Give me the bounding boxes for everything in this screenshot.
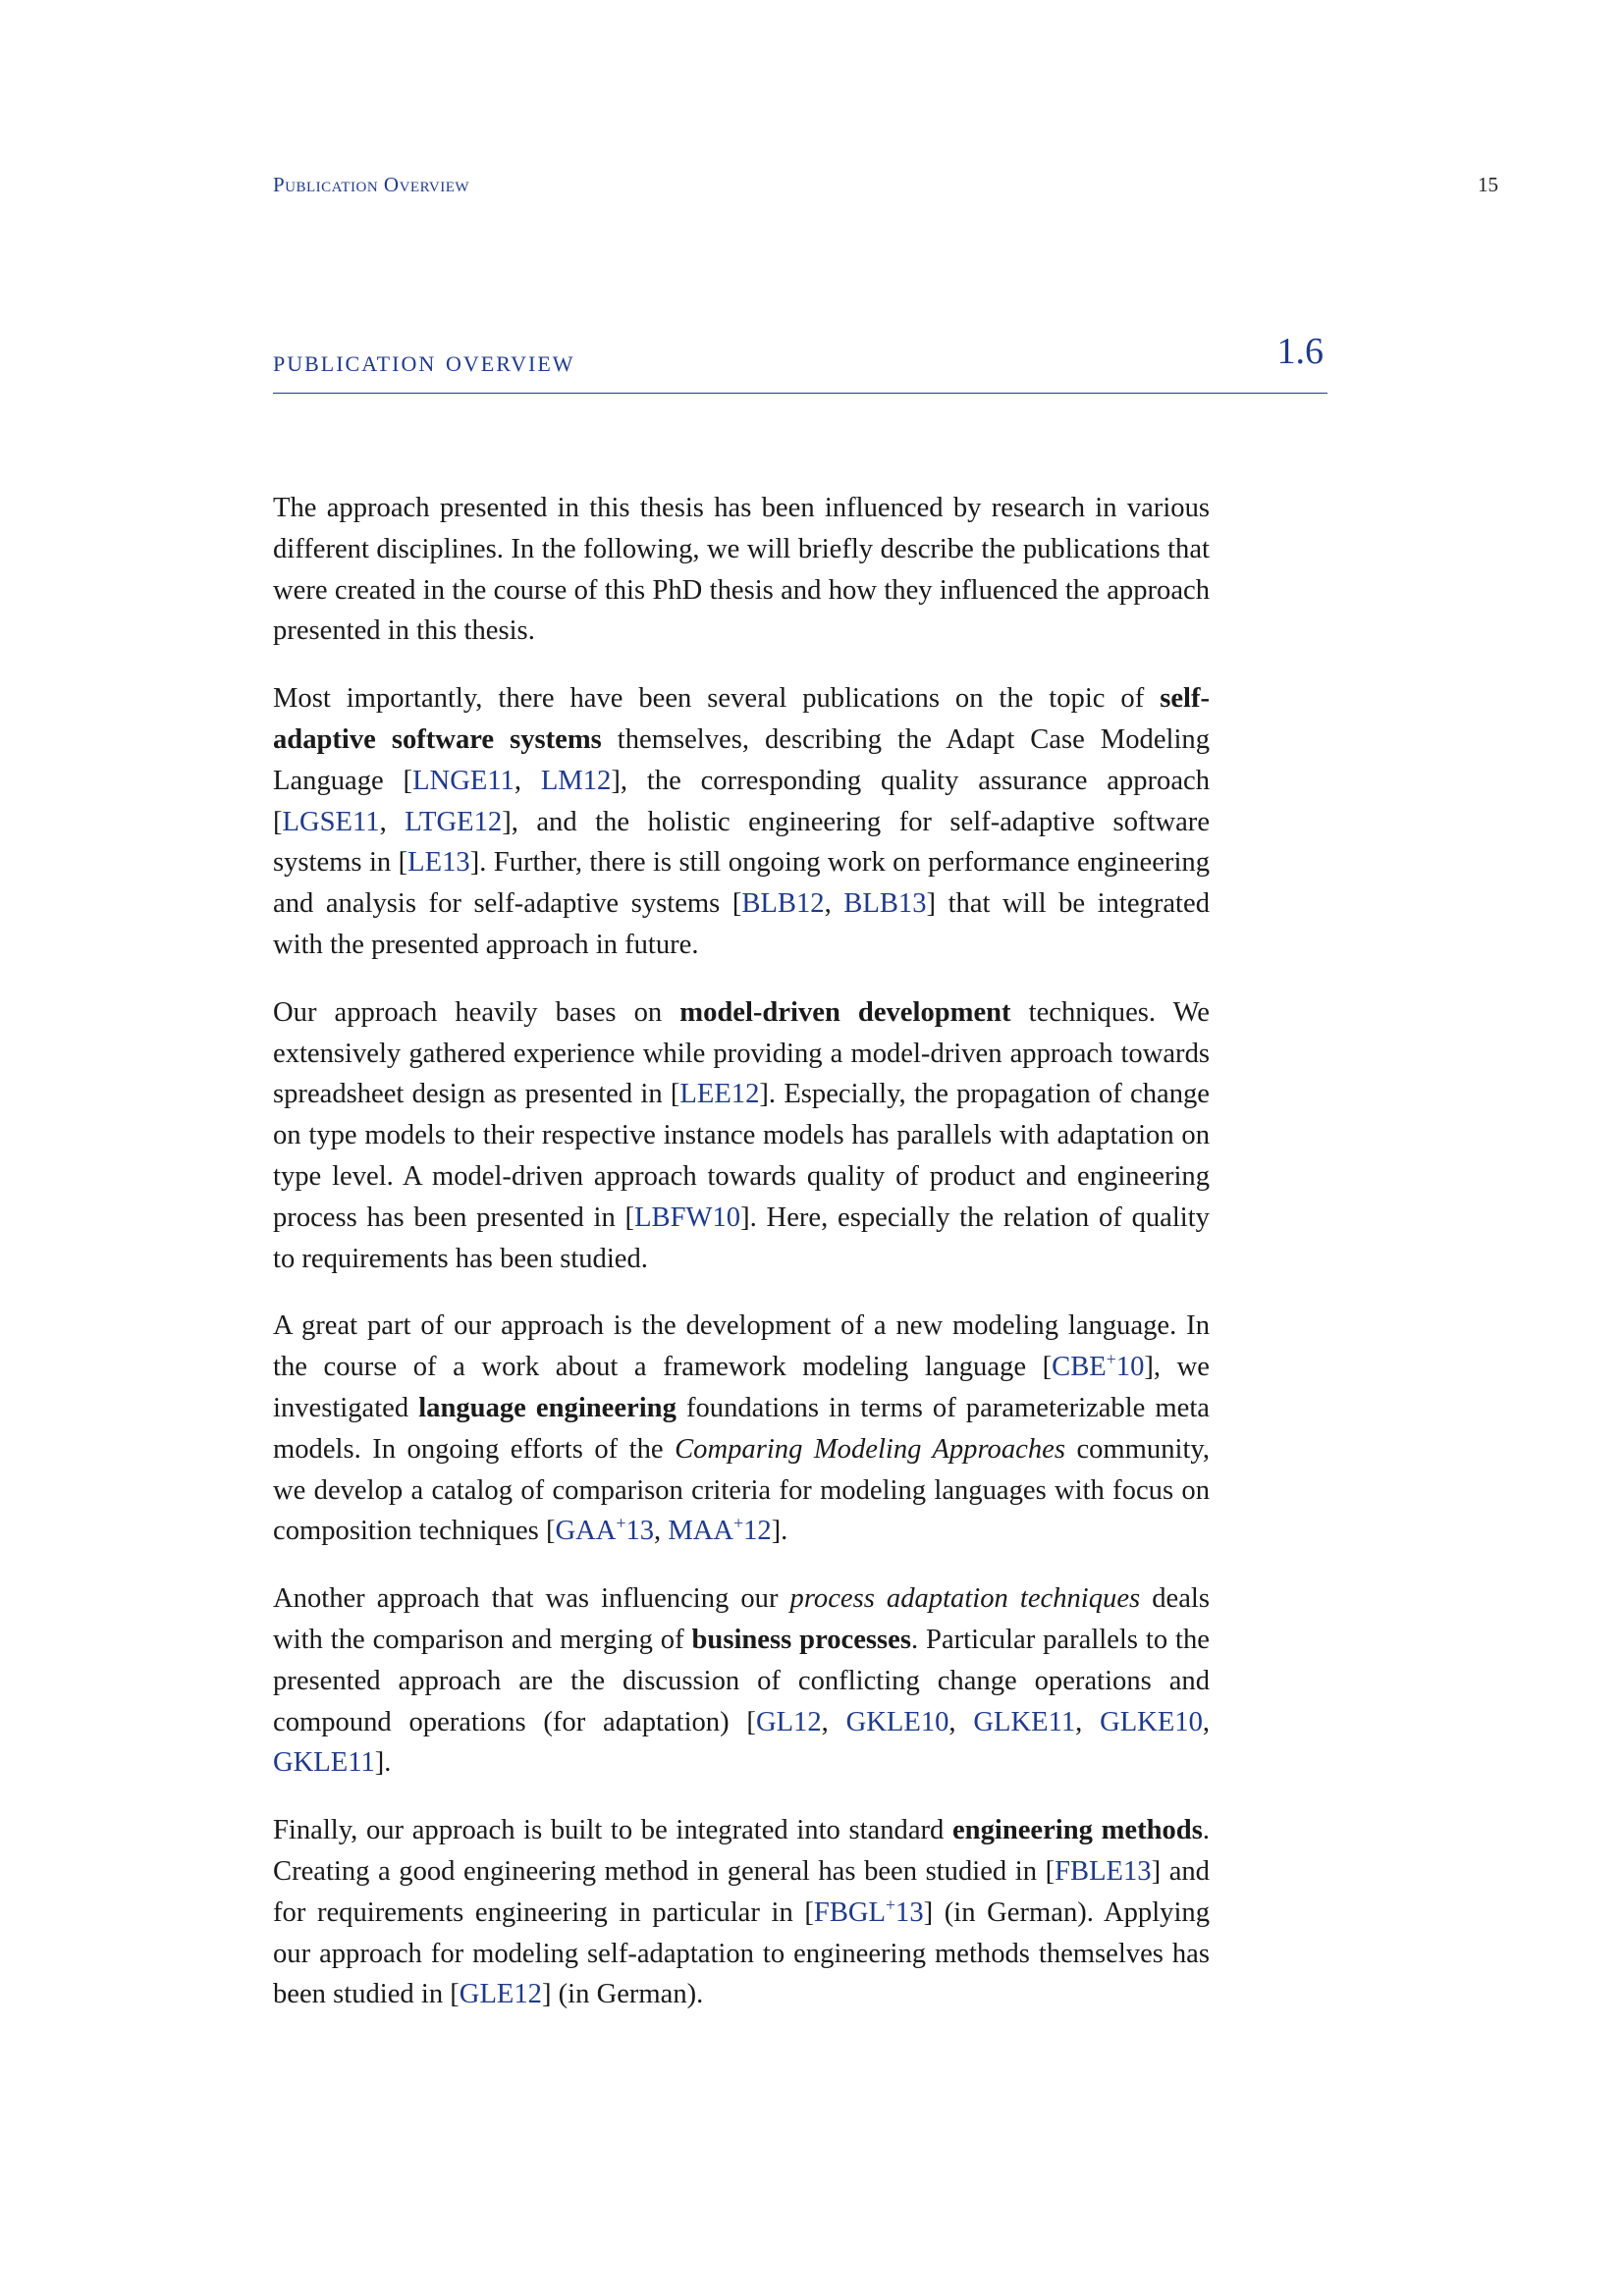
citation-link[interactable]: LNGE11 [412,765,514,796]
separator: , [379,806,406,837]
paragraph-6 [273,1810,1210,2015]
text: ], we investigated [273,1352,1210,1423]
separator: , [654,1516,669,1547]
citation-plus: + [616,1513,626,1533]
citation-link[interactable]: LEE12 [679,1079,760,1110]
paragraph-4 [273,1306,1210,1552]
text: ]. Further, there is still ongoing work on performance engineering and analysis for self-adaptive systems [ [273,847,1210,920]
text: Our approach heavily bases on [273,996,680,1028]
citation-key: CBE [1052,1352,1107,1383]
citation-link[interactable]: FBLE13 [1055,1855,1152,1887]
bold-term: model-driven development [679,996,1011,1028]
bold-term: language engineering [418,1392,677,1423]
italic-term: Comparing Modeling Approaches [675,1433,1065,1465]
citation-link[interactable] [814,1897,924,1928]
citation-link[interactable]: GLKE11 [973,1706,1076,1737]
citation-link[interactable]: LBFW10 [634,1201,741,1233]
citation-key: FBGL [813,1896,887,1928]
citation-plus: + [733,1513,744,1533]
citation-link[interactable]: GLE12 [459,1979,542,2010]
separator: , [514,765,541,796]
citation-link[interactable]: LE13 [407,847,470,879]
text: Another approach that was influencing our [273,1583,790,1615]
citation-year: 13 [625,1516,655,1547]
italic-term: process adaptation techniques [789,1583,1141,1615]
text: ], the corresponding quality assurance approach [ [273,765,1210,837]
paragraph-1: The approach presented in this thesis has been influenced by research in various different disciplines. In the following, we will briefly describe the publications that were created in the course of this PhD thesis and how they influenced the approach presented in this thesis. [273,493,1210,647]
text: Most importantly, there have been several publications on the topic of [273,683,1161,715]
bold-term: self-adaptive software systems [273,683,1210,755]
separator: , [1202,1706,1211,1737]
text: ]. Especially, the propagation of change on type models to their respective instance models has parallels with adaptation on type level. A model-driven approach towards quality of product and engineering process has been presented in [ [273,1079,1210,1233]
paragraph-5 [273,1578,1210,1784]
text: themselves, describing the Adapt Case Modeling Language [ [273,723,1210,796]
text: ]. Here, especially the relation of quality to requirements has been studied. [273,1201,1210,1274]
section-number: 1.6 [1276,331,1324,372]
citation-plus: + [886,1895,896,1915]
citation-link[interactable]: BLB13 [843,888,927,920]
paragraph-2 [273,678,1210,966]
citation-key: MAA [668,1516,734,1547]
text: foundations in terms of parameterizable meta models. In ongoing efforts of the [273,1392,1210,1465]
citation-link[interactable] [668,1513,772,1547]
citation-year: 13 [895,1896,924,1928]
text: A great part of our approach is the development of a new modeling language. In the course of a work about a framework modeling language [ [273,1310,1210,1383]
text: ]. [374,1747,392,1779]
citation-link[interactable]: GKLE11 [273,1747,375,1779]
text: ] (in German). Applying our approach for modeling self-adaptation to engineering methods themselves has been studied in [ [273,1896,1210,2010]
section-heading [273,324,1327,394]
citation-link[interactable]: BLB12 [741,888,825,920]
citation-link[interactable]: LM12 [540,765,612,796]
text: ] and for requirements engineering in particular in [ [273,1855,1210,1928]
text: techniques. We extensively gathered experience while providing a model-driven approach towards spreadsheet design as presented in [ [273,996,1210,1110]
bold-term: engineering methods [951,1815,1203,1846]
section-title: publication overview [273,344,575,378]
citation-plus: + [1106,1349,1116,1369]
text: ] that will be integrated with the presented approach in future. [273,888,1210,960]
citation-year: 10 [1115,1352,1145,1383]
page-number: 15 [1478,173,1498,196]
citation-link[interactable]: LTGE12 [405,806,503,837]
citation-year: 12 [743,1516,772,1547]
citation-link[interactable] [1052,1349,1145,1383]
text: . Creating a good engineering method in general has been studied in [ [273,1815,1210,1887]
citation-link[interactable] [555,1513,655,1547]
text: ] (in German). [541,1979,704,2010]
text: community, we develop a catalog of comparison criteria for modeling languages with focus on composition techniques [ [273,1433,1210,1547]
text: ], and the holistic engineering for self-adaptive software systems in [ [273,806,1211,879]
text: . Particular parallels to the presented approach are the discussion of conflicting change operations and compound operations (for adaptation) [ [273,1624,1210,1737]
body-text [273,488,1210,2042]
citation-link[interactable]: GL12 [755,1706,822,1737]
citation-link[interactable]: GKLE10 [845,1706,949,1737]
separator: , [948,1706,974,1737]
running-head: Publication Overview [273,173,470,196]
separator: , [824,888,844,920]
text: Finally, our approach is built to be integrated into standard [273,1815,952,1846]
text: deals with the comparison and merging of [273,1583,1210,1655]
citation-link[interactable]: LGSE11 [282,806,380,837]
paragraph-3 [273,992,1210,1280]
text: ]. [771,1516,788,1547]
separator: , [821,1706,846,1737]
citation-link[interactable]: GLKE10 [1100,1706,1203,1737]
citation-key: GAA [555,1516,617,1547]
separator: , [1075,1706,1101,1737]
bold-term: business processes [691,1624,911,1655]
